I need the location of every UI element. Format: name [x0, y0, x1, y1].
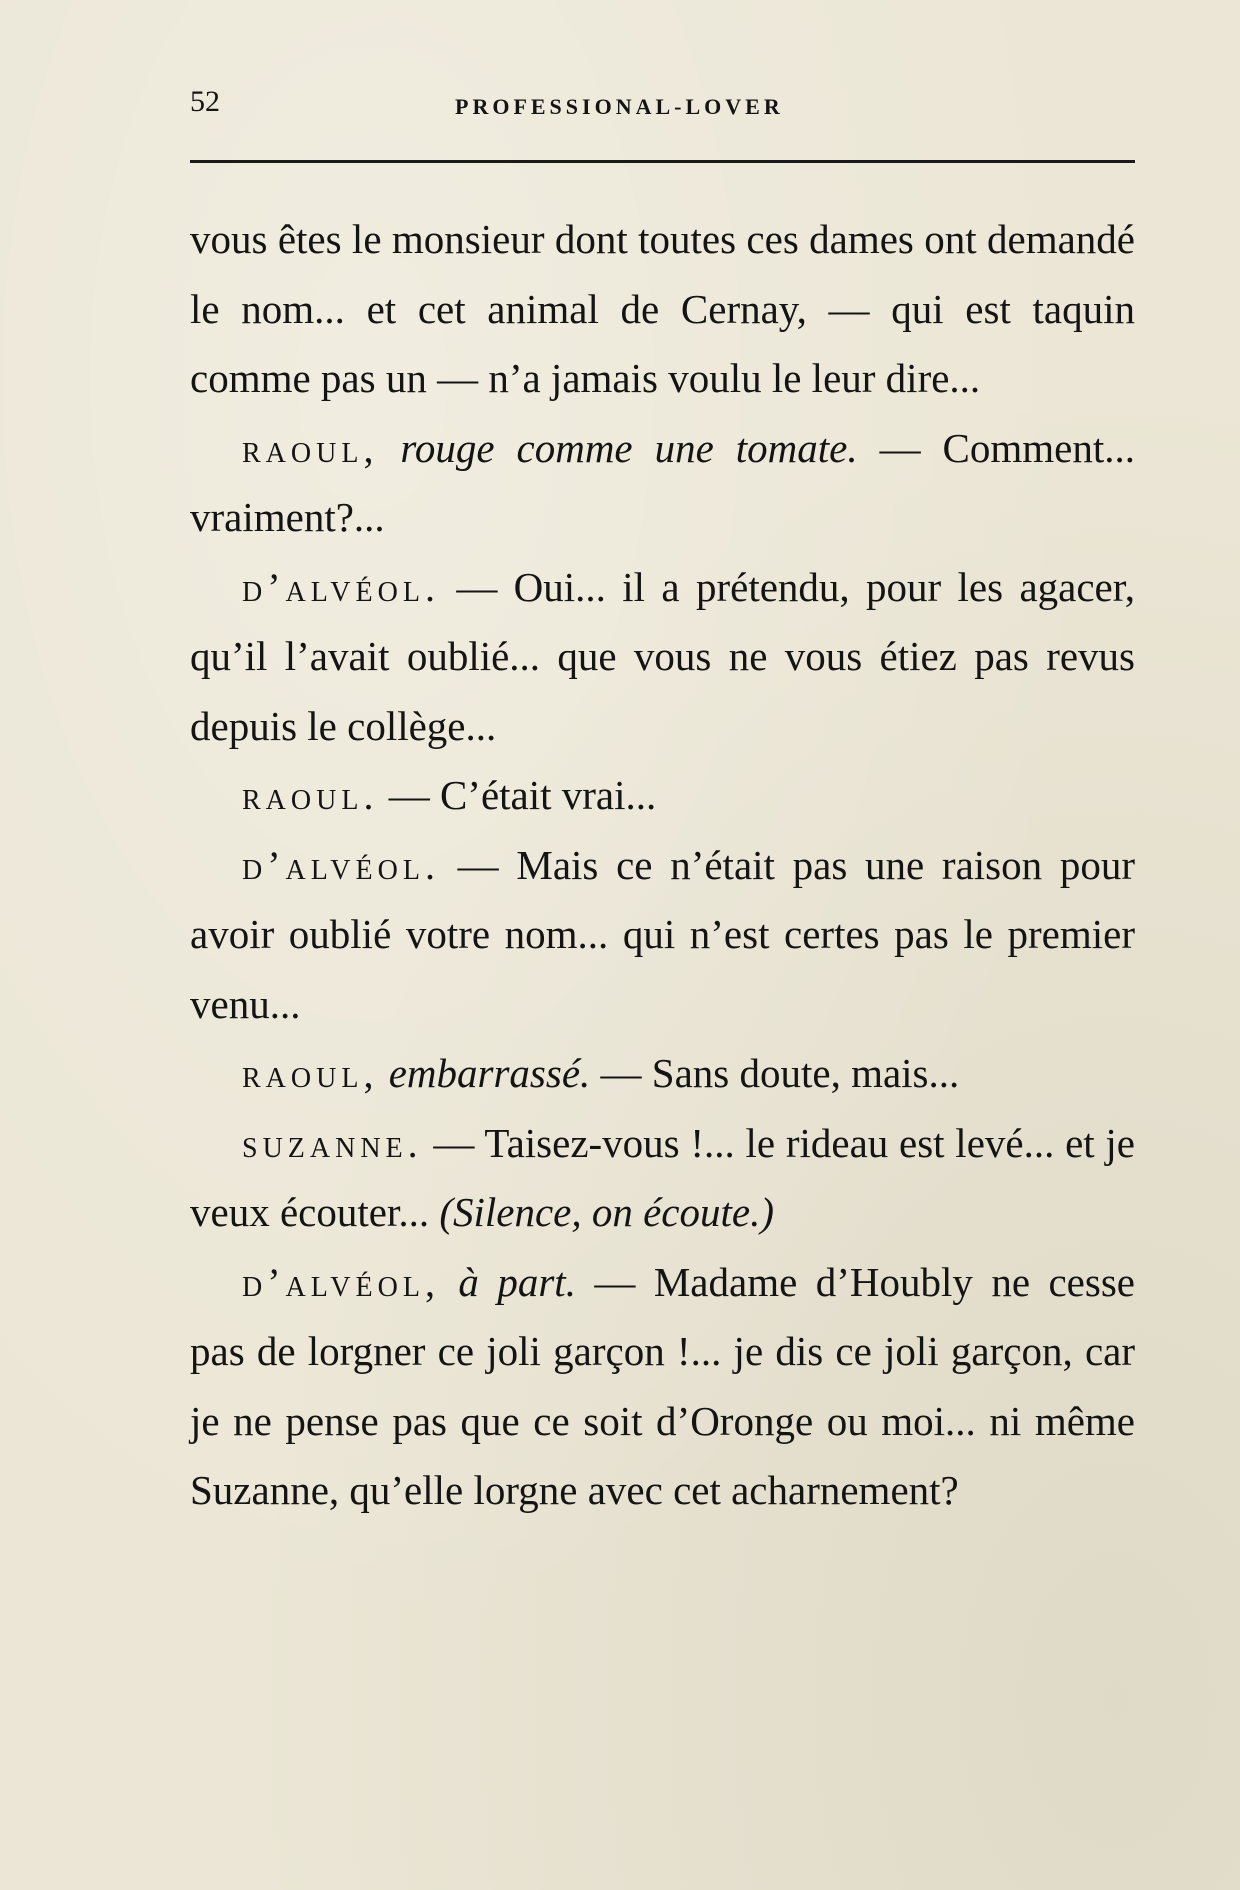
dialogue-line — [190, 1039, 1135, 1109]
stage-direction: à part. — [458, 1258, 576, 1305]
dialogue-text: — C’était vrai... — [378, 772, 657, 818]
page-number: 52 — [190, 85, 220, 118]
dialogue-line — [190, 553, 1135, 762]
page-header — [190, 82, 1135, 132]
dialogue-text: — Oui... il a prétendu, pour les agacer, qu’il l’avait oublié... que vous ne vous étiez pas revus depuis le collège... — [190, 563, 1135, 749]
speaker-name: d’alvéol, — [242, 1259, 440, 1305]
dialogue-line — [190, 414, 1135, 553]
stage-direction: (Silence, on écoute.) — [429, 1189, 774, 1235]
stage-direction: rouge comme une tomate. — [400, 424, 858, 471]
body-text — [190, 205, 1135, 1526]
dialogue-text: — Sans doute, mais... — [590, 1050, 960, 1096]
speaker-name: suzanne. — [242, 1120, 423, 1166]
stage-direction: embarrassé. — [388, 1050, 591, 1096]
dialogue-line — [190, 1109, 1135, 1248]
speaker-name: d’alvéol. — [242, 842, 440, 888]
dialogue-text: — Madame d’Houbly ne cesse pas de lorgner ce joli garçon !... je dis ce joli garçon, car je ne pense pas que ce soit d’Oronge ou moi... ni même Suzanne, qu’elle lorgne avec cet acharnement? — [190, 1258, 1135, 1513]
paragraph-text: vous êtes le monsieur dont toutes ces dames ont demandé le nom... et cet animal de Cernay, — qui est taquin comme pas un — n’a jamais voulu le leur dire... — [190, 216, 1135, 401]
dialogue-text: — Taisez-vous !... le rideau est levé... et je veux écouter... — [190, 1119, 1135, 1235]
header-rule — [190, 160, 1135, 163]
dialogue-text: — Mais ce n’était pas une raison pour avoir oublié votre nom... qui n’est certes pas le premier venu... — [190, 841, 1135, 1027]
speaker-name: raoul. — [242, 773, 379, 818]
dialogue-line — [190, 761, 1135, 831]
running-title: PROFESSIONAL-LOVER — [455, 94, 784, 119]
speaker-name: d’alvéol. — [242, 564, 440, 610]
speaker-name: raoul, — [242, 425, 379, 471]
paragraph-continuation — [190, 205, 1135, 414]
dialogue-line — [190, 831, 1135, 1040]
dialogue-text: — Comment... vraiment?... — [190, 424, 1136, 540]
dialogue-line — [190, 1248, 1135, 1526]
speaker-name: raoul, — [242, 1051, 379, 1096]
